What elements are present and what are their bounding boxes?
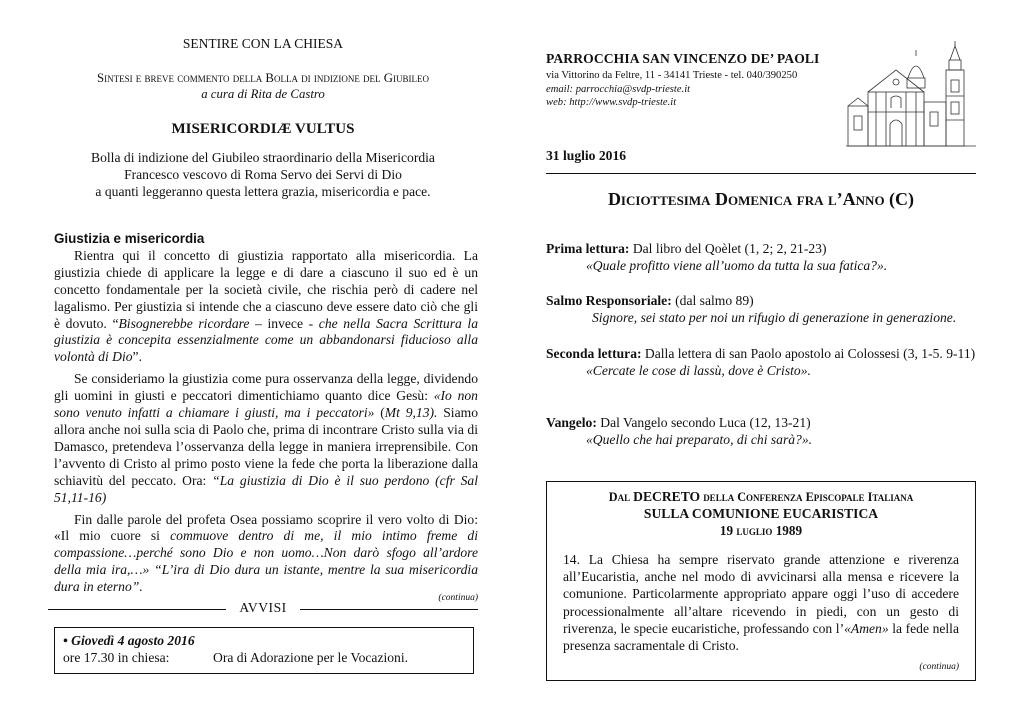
reading-header	[546, 345, 976, 362]
text-span: Mt 9,13).	[384, 405, 438, 421]
reading-ref: Dal Vangelo secondo Luca (12, 13-21)	[596, 415, 811, 430]
article-body	[54, 231, 478, 607]
reading-label: Vangelo:	[546, 415, 597, 430]
text-span: Rientra qui il concetto di giustizia rapportato alla misericordia. La giustizia chiede di applicare la legge e di dare a ciascuno il suo ed è un concetto fondamentale per la società civile, che rischia però di cadere nel lagalismo. Per giustizia si intende che a ciascuno deve essere dato ciò che gli è dovuto. “	[54, 247, 478, 331]
bulletin-date: 31 luglio 2016	[546, 148, 627, 163]
column-header: SENTIRE CON LA CHIESA	[182, 36, 344, 51]
reading-second	[546, 345, 976, 379]
text-span: luglio	[736, 523, 773, 538]
parish-email: email: parrocchia@svdp-trieste.it	[546, 83, 691, 95]
text-span: «Io non sono venuto infatti a chiamare i giusti, ma i peccatori»	[54, 388, 478, 421]
parish-address: via Vittorino da Feltre, 11 - 34141 Trieste - tel. 040/390250	[546, 70, 798, 81]
avvisi-header	[48, 600, 478, 620]
continua-note: (continua)	[919, 662, 959, 672]
reading-label: Salmo Responsoriale:	[546, 293, 672, 308]
avvisi-box	[54, 627, 474, 674]
bolla-line: Francesco vescovo di Roma Servo dei Servi di Dio	[124, 167, 402, 182]
text-span: che nella Sacra Scrittura la giustizia è concepita essenzialmente come un abbandonarsi fiducioso alla volontà di Dio	[54, 315, 478, 365]
reading-ref: Dal libro del Qoèlet (1, 2; 2, 21-23)	[629, 241, 827, 256]
text-span: DECRETO	[633, 489, 701, 504]
reading-ref: (dal salmo 89)	[671, 293, 754, 308]
paragraph	[54, 371, 478, 506]
decreto-date	[547, 523, 975, 539]
text-span: ”.	[132, 349, 142, 365]
parish-contact	[546, 69, 797, 110]
divider	[546, 173, 976, 174]
reading-quote: «Quello che hai preparato, di chi sarà?».	[586, 432, 813, 447]
text-span: – invece -	[249, 315, 319, 331]
continua-note: (continua)	[438, 593, 478, 604]
reading-header	[546, 414, 976, 431]
decreto-body	[563, 551, 959, 654]
avvisi-time: ore 17.30 in chiesa:	[63, 650, 170, 665]
subheader-block	[48, 70, 478, 102]
reading-quote: Signore, sei stato per noi un rifugio di generazione in generazione.	[592, 310, 957, 325]
text-span: Fin dalle parole del profeta Osea possiamo scoprire il vero volto di Dio: «Il mio cuore si	[54, 511, 478, 544]
bolla-line: Bolla di indizione del Giubileo straordinario della Misericordia	[91, 150, 435, 165]
reading-header	[546, 240, 976, 257]
text-span: Siamo allora anche noi sulla scia di Paolo che, prima di incontrare Cristo sulla via di Damasco, pretendeva l’osservanza della legge in maniera irreprensibile. Con l’avvento di Cristo al primo posto viene la fede che porta la liberazione dalla schiavitù del peccato. Ora:	[54, 405, 478, 488]
text-span: della Conferenza Episcopale Italiana	[700, 490, 914, 504]
text-span: 19	[719, 523, 737, 538]
reading-quote: «Quale profitto viene all’uomo da tutta la sua fatica?».	[586, 258, 888, 273]
text-span: Bisognerebbe ricordare	[118, 315, 250, 331]
paragraph	[54, 512, 478, 597]
text-span: “La giustizia di Dio è il suo perdono (cfr Sal 51,11-16)	[54, 472, 478, 505]
reading-psalm	[546, 292, 976, 326]
parish-name: PARROCCHIA SAN VINCENZO DE’ PAOLI	[546, 51, 820, 66]
decreto-title: SULLA COMUNIONE EUCARISTICA	[643, 506, 879, 521]
subheader: Sintesi e breve commento della Bolla di indizione del Giubileo	[97, 71, 429, 85]
section-title: Giustizia e misericordia	[54, 231, 205, 246]
reading-label: Prima lettura:	[546, 241, 630, 256]
text-span: (	[374, 405, 385, 421]
avvisi-date: • Giovedì 4 agosto 2016	[63, 633, 195, 648]
reading-quote: «Cercate le cose di lassù, dove è Cristo».	[586, 363, 811, 378]
church-drawing-icon	[846, 40, 976, 148]
text-span: la fede nella presenza sacramentale di Cristo.	[563, 620, 959, 654]
text-span: 1989	[772, 523, 803, 538]
reading-header	[546, 292, 976, 309]
document-title: MISERICORDIÆ VULTUS	[171, 121, 355, 137]
decreto-source	[547, 489, 975, 505]
bolla-block	[48, 149, 478, 200]
avvisi-item	[63, 649, 465, 666]
curator: a cura di Rita de Castro	[201, 87, 325, 101]
text-span: commuove dentro di me, il mio intimo freme di compassione…perché sono Dio e non uomo…Non darò sfogo all’ardore della mia ira,…» “L’ira di Dio dura un istante, mentre la sua misericordia dura in eterno”.	[54, 528, 478, 595]
reading-ref: Dalla lettera di san Paolo apostolo ai Colossesi (3, 1-5. 9-11)	[641, 346, 976, 361]
bolla-line: a quanti leggeranno questa lettera grazia, misericordia e pace.	[95, 184, 431, 199]
text-span: Se consideriamo la giustizia come pura osservanza della legge, dividendo gli uomini in giusti e peccatori dimentichiamo quanto dice Gesù:	[54, 371, 478, 404]
reading-gospel	[546, 414, 976, 448]
sunday-title: Diciottesima Domenica fra l’Anno (C)	[607, 189, 915, 209]
avvisi-label: AVVISI	[239, 600, 287, 615]
decreto-box	[546, 481, 976, 681]
text-span: «Amen»	[844, 620, 889, 636]
avvisi-event: Ora di Adorazione per le Vocazioni.	[213, 650, 409, 665]
text-span: Dal	[608, 490, 634, 504]
reading-label: Seconda lettura:	[546, 346, 642, 361]
parish-web: web: http://www.svdp-trieste.it	[546, 97, 677, 108]
reading-first	[546, 240, 976, 274]
text-span: 14. La Chiesa ha sempre riservato grande attenzione e riverenza all’Eucaristia, anche nel modo di avvicinarsi alla mensa e ricevere la comunione. Particolarmente appropriato appare oggi l’uso di accedere processionalmente all’altare ricevendo in piedi, con un gesto di riverenza, le specie eucaristiche, professando con l’	[563, 552, 959, 636]
paragraph	[54, 248, 478, 366]
